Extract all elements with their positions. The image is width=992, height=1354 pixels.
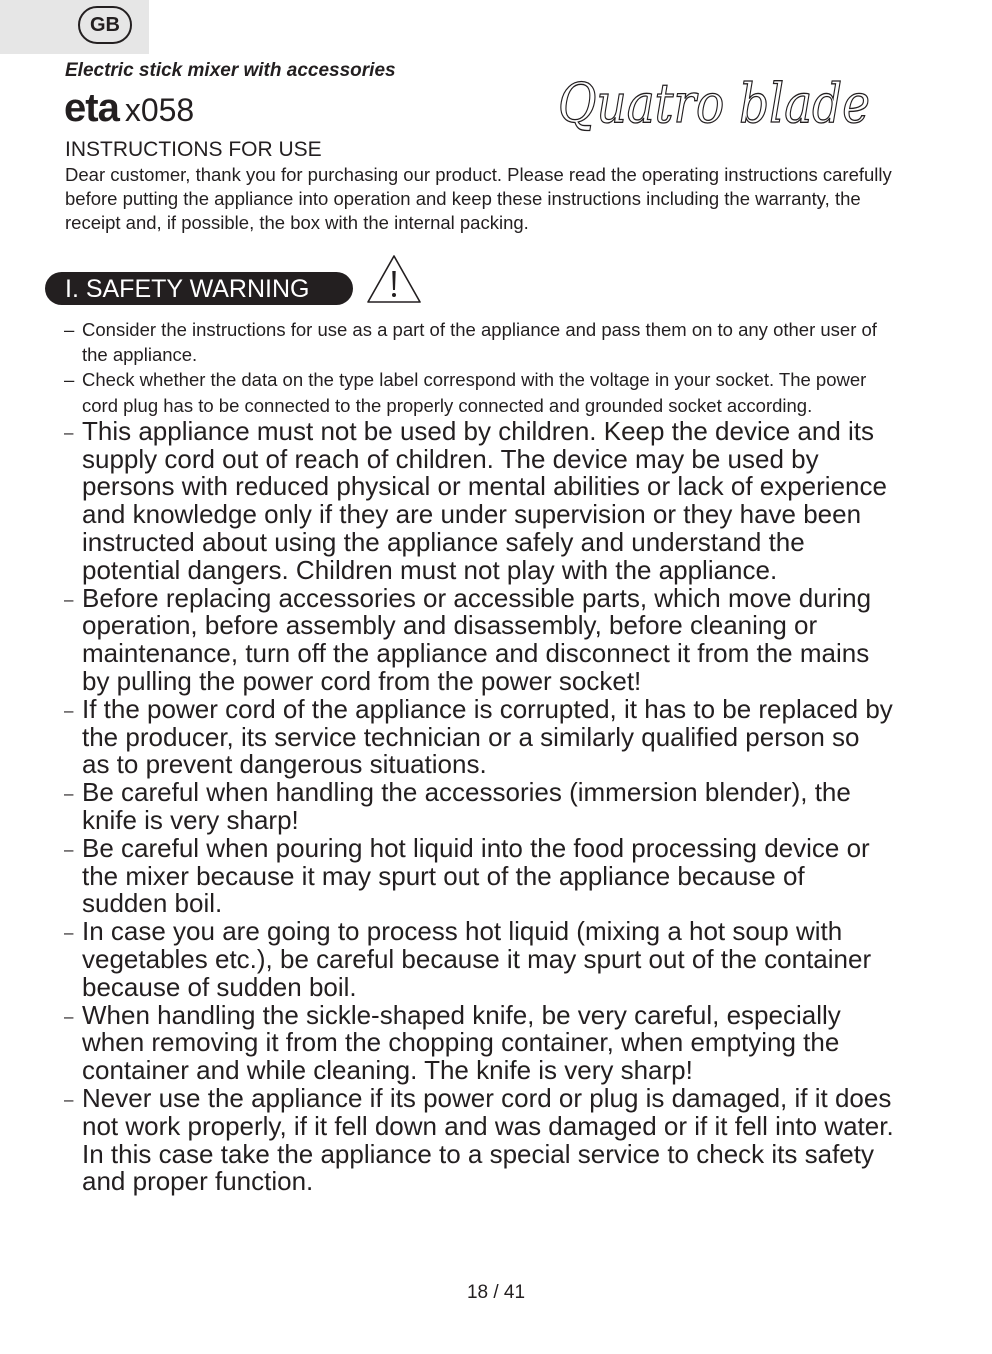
list-item: – Before replacing accessories or accessible parts, which move during operation, before assembly and disassembly, before cleaning or maintenance, turn off the appliance and disconnect it from the mains by pulling the power cord from the power socket! xyxy=(64,585,894,696)
list-item: – Consider the instructions for use as a part of the appliance and pass them on to any other user of the appliance. xyxy=(64,317,894,367)
list-item: – Be careful when pouring hot liquid into the food processing device or the mixer because it may spurt out of the appliance because of sudden boil. xyxy=(64,835,894,918)
list-item: – When handling the sickle-shaped knife, be very careful, especially when removing it from the chopping container, when emptying the container and while cleaning. The knife is very sharp! xyxy=(64,1002,894,1085)
intro-text: Dear customer, thank you for purchasing our product. Please read the operating instructions carefully before putting the appliance into operation and keep these instructions including the warranty, the receipt and, if possible, the box with the internal packing. xyxy=(65,164,892,234)
safety-list xyxy=(64,317,894,1196)
product-name-text: Quatro blade xyxy=(558,72,870,135)
brand-block xyxy=(64,86,194,132)
page-number: 18 / 41 xyxy=(466,1282,526,1303)
warning-triangle-icon xyxy=(366,253,422,305)
language-badge: GB xyxy=(78,6,132,44)
list-item: – In case you are going to process hot liquid (mixing a hot soup with vegetables etc.), be careful because it may spurt out of the container because of sudden boil. xyxy=(64,918,894,1001)
list-item: – Check whether the data on the type label correspond with the voltage in your socket. The power cord plug has to be connected to the properly connected and grounded socket according. xyxy=(64,367,894,417)
list-item: – If the power cord of the appliance is corrupted, it has to be replaced by the producer, its service technician or a similarly qualified person so as to prevent dangerous situations. xyxy=(64,696,894,779)
list-item: – Be careful when handling the accessories (immersion blender), the knife is very sharp! xyxy=(64,779,894,835)
intro-heading: INSTRUCTIONS FOR USE xyxy=(65,138,322,161)
product-name-script xyxy=(556,70,876,140)
list-item: – This appliance must not be used by children. Keep the device and its supply cord out of reach of children. The device may be used by persons with reduced physical or mental abilities or lack of experience and knowledge only if they are under supervision or they have been instructed about using the appliance safely and understand the potential dangers. Children must not play with the appliance. xyxy=(64,418,894,585)
document-subtitle: Electric stick mixer with accessories xyxy=(65,60,396,81)
section-title: I. SAFETY WARNING xyxy=(45,272,353,305)
language-tab xyxy=(0,0,149,54)
model-number: x058 xyxy=(124,92,195,128)
brand-logo: eta xyxy=(64,86,119,130)
list-item: – Never use the appliance if its power cord or plug is damaged, if it does not work properly, if it fell down and was damaged or if it fell into water. In this case take the appliance to a special service to check its safety and proper function. xyxy=(64,1085,894,1196)
intro-section xyxy=(65,137,895,236)
